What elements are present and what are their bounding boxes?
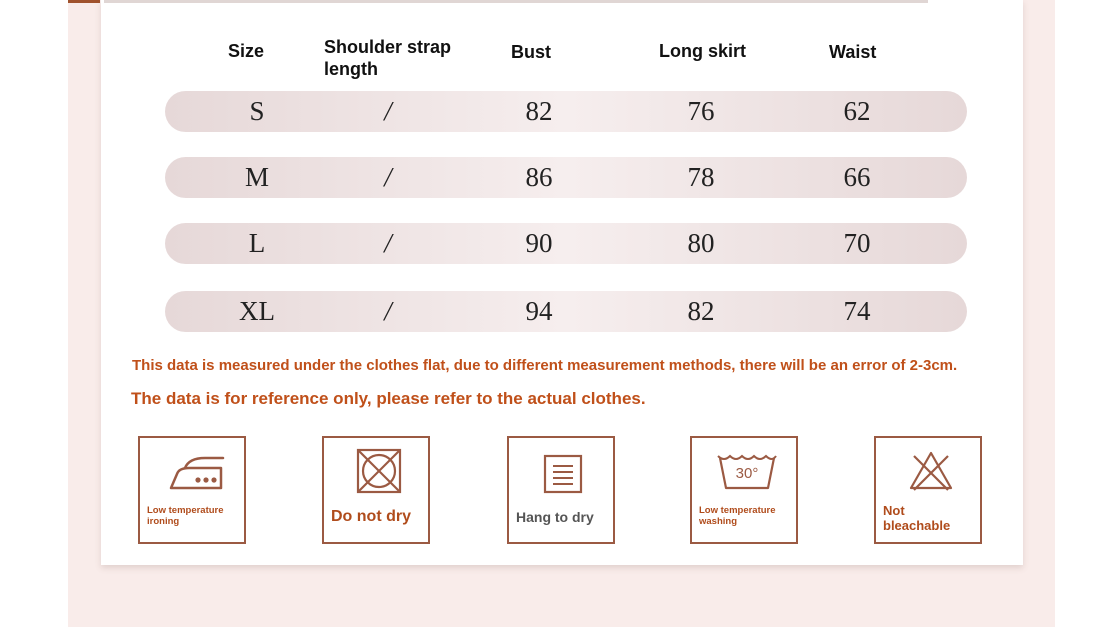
top-divider <box>104 0 928 3</box>
care-label-line1: Low temperature <box>699 505 776 516</box>
care-label-line1: Not <box>883 503 905 518</box>
cell-long-skirt: 76 <box>687 96 715 126</box>
header-shoulder-line2: length <box>324 59 378 79</box>
wash-temperature: 30° <box>735 465 759 482</box>
header-long-skirt: Long skirt <box>659 41 747 61</box>
cell-shoulder: / <box>384 296 392 326</box>
hang-dry-icon <box>543 454 583 494</box>
care-box-do-not-dry <box>322 436 430 544</box>
care-box-ironing <box>138 436 246 544</box>
cell-waist: 66 <box>843 162 871 192</box>
cell-bust: 90 <box>525 228 553 258</box>
cell-waist: 74 <box>843 296 871 326</box>
care-label-ironing <box>147 506 224 528</box>
care-label-line1: Low temperature <box>147 505 224 516</box>
cell-waist: 70 <box>843 228 871 258</box>
cell-shoulder: / <box>384 228 392 258</box>
header-bust: Bust <box>511 42 551 62</box>
cell-long-skirt: 78 <box>687 162 715 192</box>
cell-shoulder: / <box>384 162 392 192</box>
cell-size: L <box>248 228 266 258</box>
wash-30-icon <box>716 452 778 492</box>
table-row <box>165 91 967 132</box>
cell-long-skirt: 82 <box>687 296 715 326</box>
cell-waist: 62 <box>843 96 871 126</box>
top-accent-bar <box>68 0 100 3</box>
iron-icon <box>165 454 227 494</box>
header-waist: Waist <box>829 42 877 62</box>
reference-note: The data is for reference only, please refer to the actual clothes. <box>131 389 646 408</box>
care-label-washing <box>699 506 776 528</box>
cell-size: S <box>249 96 265 126</box>
care-label-line2: bleachable <box>883 517 951 533</box>
table-row <box>165 223 967 264</box>
care-label-do-not-dry: Do not dry <box>331 508 411 525</box>
no-bleach-icon <box>908 450 954 492</box>
header-size: Size <box>228 41 265 61</box>
table-row <box>165 157 967 198</box>
care-box-no-bleach <box>874 436 982 544</box>
cell-bust: 82 <box>525 96 553 126</box>
care-label-hang-to-dry: Hang to dry <box>516 509 594 525</box>
header-shoulder-line1: Shoulder strap <box>324 37 452 57</box>
no-tumble-dry-icon <box>355 447 403 495</box>
table-row <box>165 291 967 332</box>
care-box-washing <box>690 436 798 544</box>
header-shoulder-strap <box>324 36 451 80</box>
cell-long-skirt: 80 <box>687 228 715 258</box>
care-label-line2: washing <box>699 515 738 527</box>
care-box-hang-to-dry <box>507 436 615 544</box>
measurement-note: This data is measured under the clothes flat, due to different measurement methods, there will be an error of 2-3cm. <box>132 357 958 374</box>
care-label-no-bleach <box>883 504 950 534</box>
cell-bust: 94 <box>525 296 553 326</box>
cell-size: XL <box>239 296 275 326</box>
care-label-line2: ironing <box>147 515 180 527</box>
cell-bust: 86 <box>525 162 553 192</box>
cell-shoulder: / <box>384 96 392 126</box>
cell-size: M <box>244 162 269 192</box>
